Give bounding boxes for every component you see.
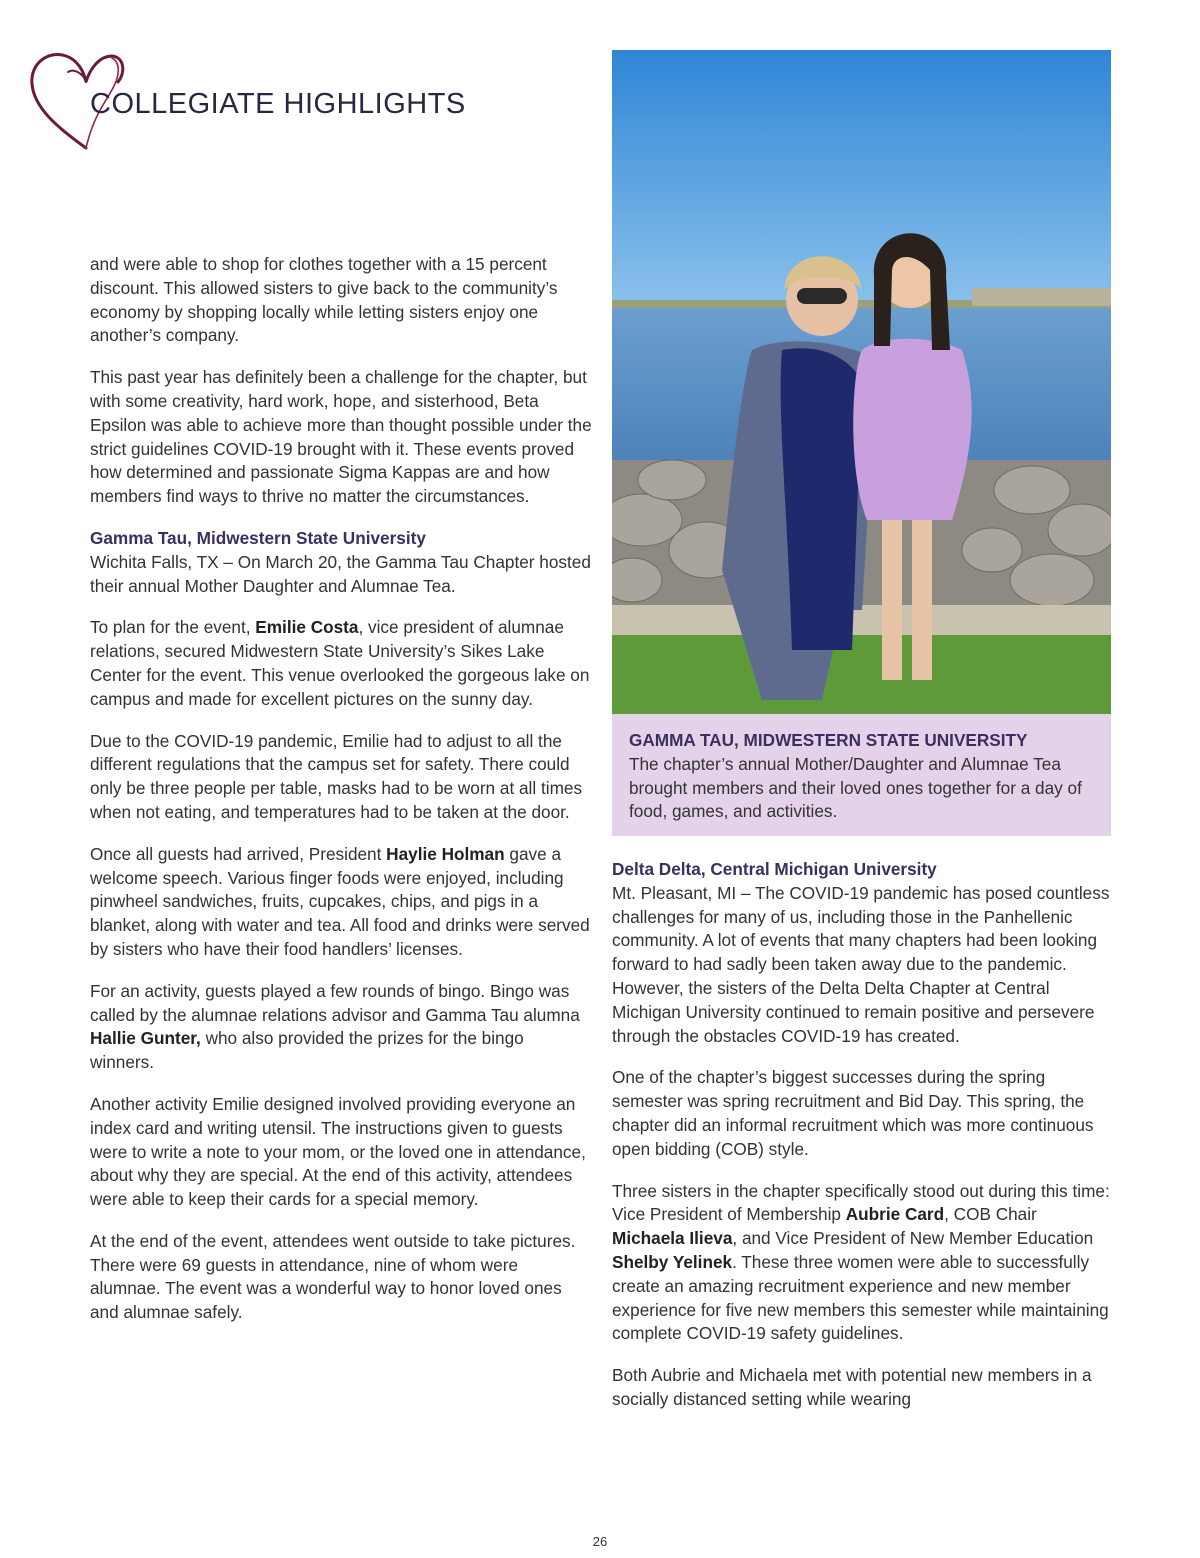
right-column xyxy=(612,858,1112,1430)
paragraph: Once all guests had arrived, President Haylie Holman gave a welcome speech. Various finger foods were enjoyed, including pinwheel sandwiches, fruits, cupcakes, chips, and pigs in a blanket, along with water and tea. All food and drinks were served by sisters who have their food handlers’ licenses. xyxy=(90,843,590,959)
section-heading-gamma-tau: Gamma Tau, Midwestern State University xyxy=(90,527,426,548)
photo-caption xyxy=(612,714,1111,836)
paragraph: To plan for the event, Emilie Costa, vice president of alumnae relations, secured Midwestern State University’s Sikes Lake Center for the event. This venue overlooked the gorgeous lake on campus and made for excellent pictures on the sunny day. xyxy=(90,617,590,709)
paragraph-intro: Wichita Falls, TX – On March 20, the Gamma Tau Chapter hosted their annual Mother Daughter and Alumnae Tea. xyxy=(90,551,591,596)
paragraph: Due to the COVID-19 pandemic, Emilie had to adjust to all the different regulations that the campus set for safety. There could only be three people per table, masks had to be worn at all times when not eating, and temperatures had to be taken at the door. xyxy=(90,730,583,822)
page-number: 26 xyxy=(592,1534,608,1549)
paragraph: This past year has definitely been a challenge for the chapter, but with some creativity, hard work, hope, and sisterhood, Beta Epsilon was able to achieve more than thought possible under the strict guidelines COVID-19 brought with it. These events proved how determined and passionate Sigma Kappas are and how members find ways to thrive no matter the circumstances. xyxy=(90,367,592,507)
person-name: Haylie Holman xyxy=(386,843,505,864)
page-title: COLLEGIATE HIGHLIGHTS xyxy=(90,88,466,120)
person-name: Michaela Ilieva xyxy=(612,1228,733,1249)
paragraph: For an activity, guests played a few rounds of bingo. Bingo was called by the alumnae relations advisor and Gamma Tau alumna Hallie Gunter, who also provided the prizes for the bingo winners. xyxy=(90,980,580,1073)
page-header xyxy=(28,48,508,158)
paragraph: One of the chapter’s biggest successes during the spring semester was spring recruitment and Bid Day. This spring, the chapter did an informal recruitment which was more continuous open bidding (COB) style. xyxy=(612,1067,1094,1159)
paragraph: and were able to shop for clothes together with a 15 percent discount. This allowed sisters to give back to the community’s economy by shopping locally while letting sisters enjoy one another’s company. xyxy=(90,254,558,346)
caption-title: GAMMA TAU, MIDWESTERN STATE UNIVERSITY xyxy=(629,730,1028,750)
person-name: Shelby Yelinek xyxy=(612,1251,733,1272)
paragraph: Three sisters in the chapter specifically stood out during this time: Vice President of Membership Aubrie Card, COB Chair Michaela Ilieva, and Vice President of New Member Education Shelby Yelinek. These three women were able to successfully create an amazing recruitment experience and new member experience for five new members this semester while maintaining complete COVID-19 safety guidelines. xyxy=(612,1180,1110,1344)
person-name: Emilie Costa xyxy=(255,617,359,638)
paragraph-intro: Mt. Pleasant, MI – The COVID-19 pandemic has posed countless challenges for many of us, including those in the Panhellenic community. A lot of events that many chapters had been looking forward to had sadly been taken away due to the pandemic. However, the sisters of the Delta Delta Chapter at Central Michigan University continued to remain positive and persevere through the obstacles COVID-19 has created. xyxy=(612,882,1110,1046)
person-name: Aubrie Card xyxy=(845,1204,945,1225)
person-name: Hallie Gunter, xyxy=(90,1028,201,1049)
paragraph: Both Aubrie and Michaela met with potential new members in a socially distanced setting while wearing xyxy=(612,1365,1092,1409)
photo-illustration xyxy=(612,50,1111,714)
event-photo xyxy=(612,50,1111,714)
caption-text: The chapter’s annual Mother/Daughter and Alumnae Tea brought members and their loved ones together for a day of food, games, and activities. xyxy=(629,753,1082,822)
paragraph: Another activity Emilie designed involved providing everyone an index card and writing utensil. The instructions given to guests were to write a note to your mom, or the loved one in attendance, about why they are special. At the end of this activity, attendees were able to keep their cards for a special memory. xyxy=(90,1093,586,1210)
left-column xyxy=(90,253,592,1343)
section-heading-delta-delta: Delta Delta, Central Michigan University xyxy=(612,859,937,879)
paragraph: At the end of the event, attendees went outside to take pictures. There were 69 guests in attendance, nine of whom were alumnae. The event was a wonderful way to honor loved ones and alumnae safely. xyxy=(90,1230,576,1323)
